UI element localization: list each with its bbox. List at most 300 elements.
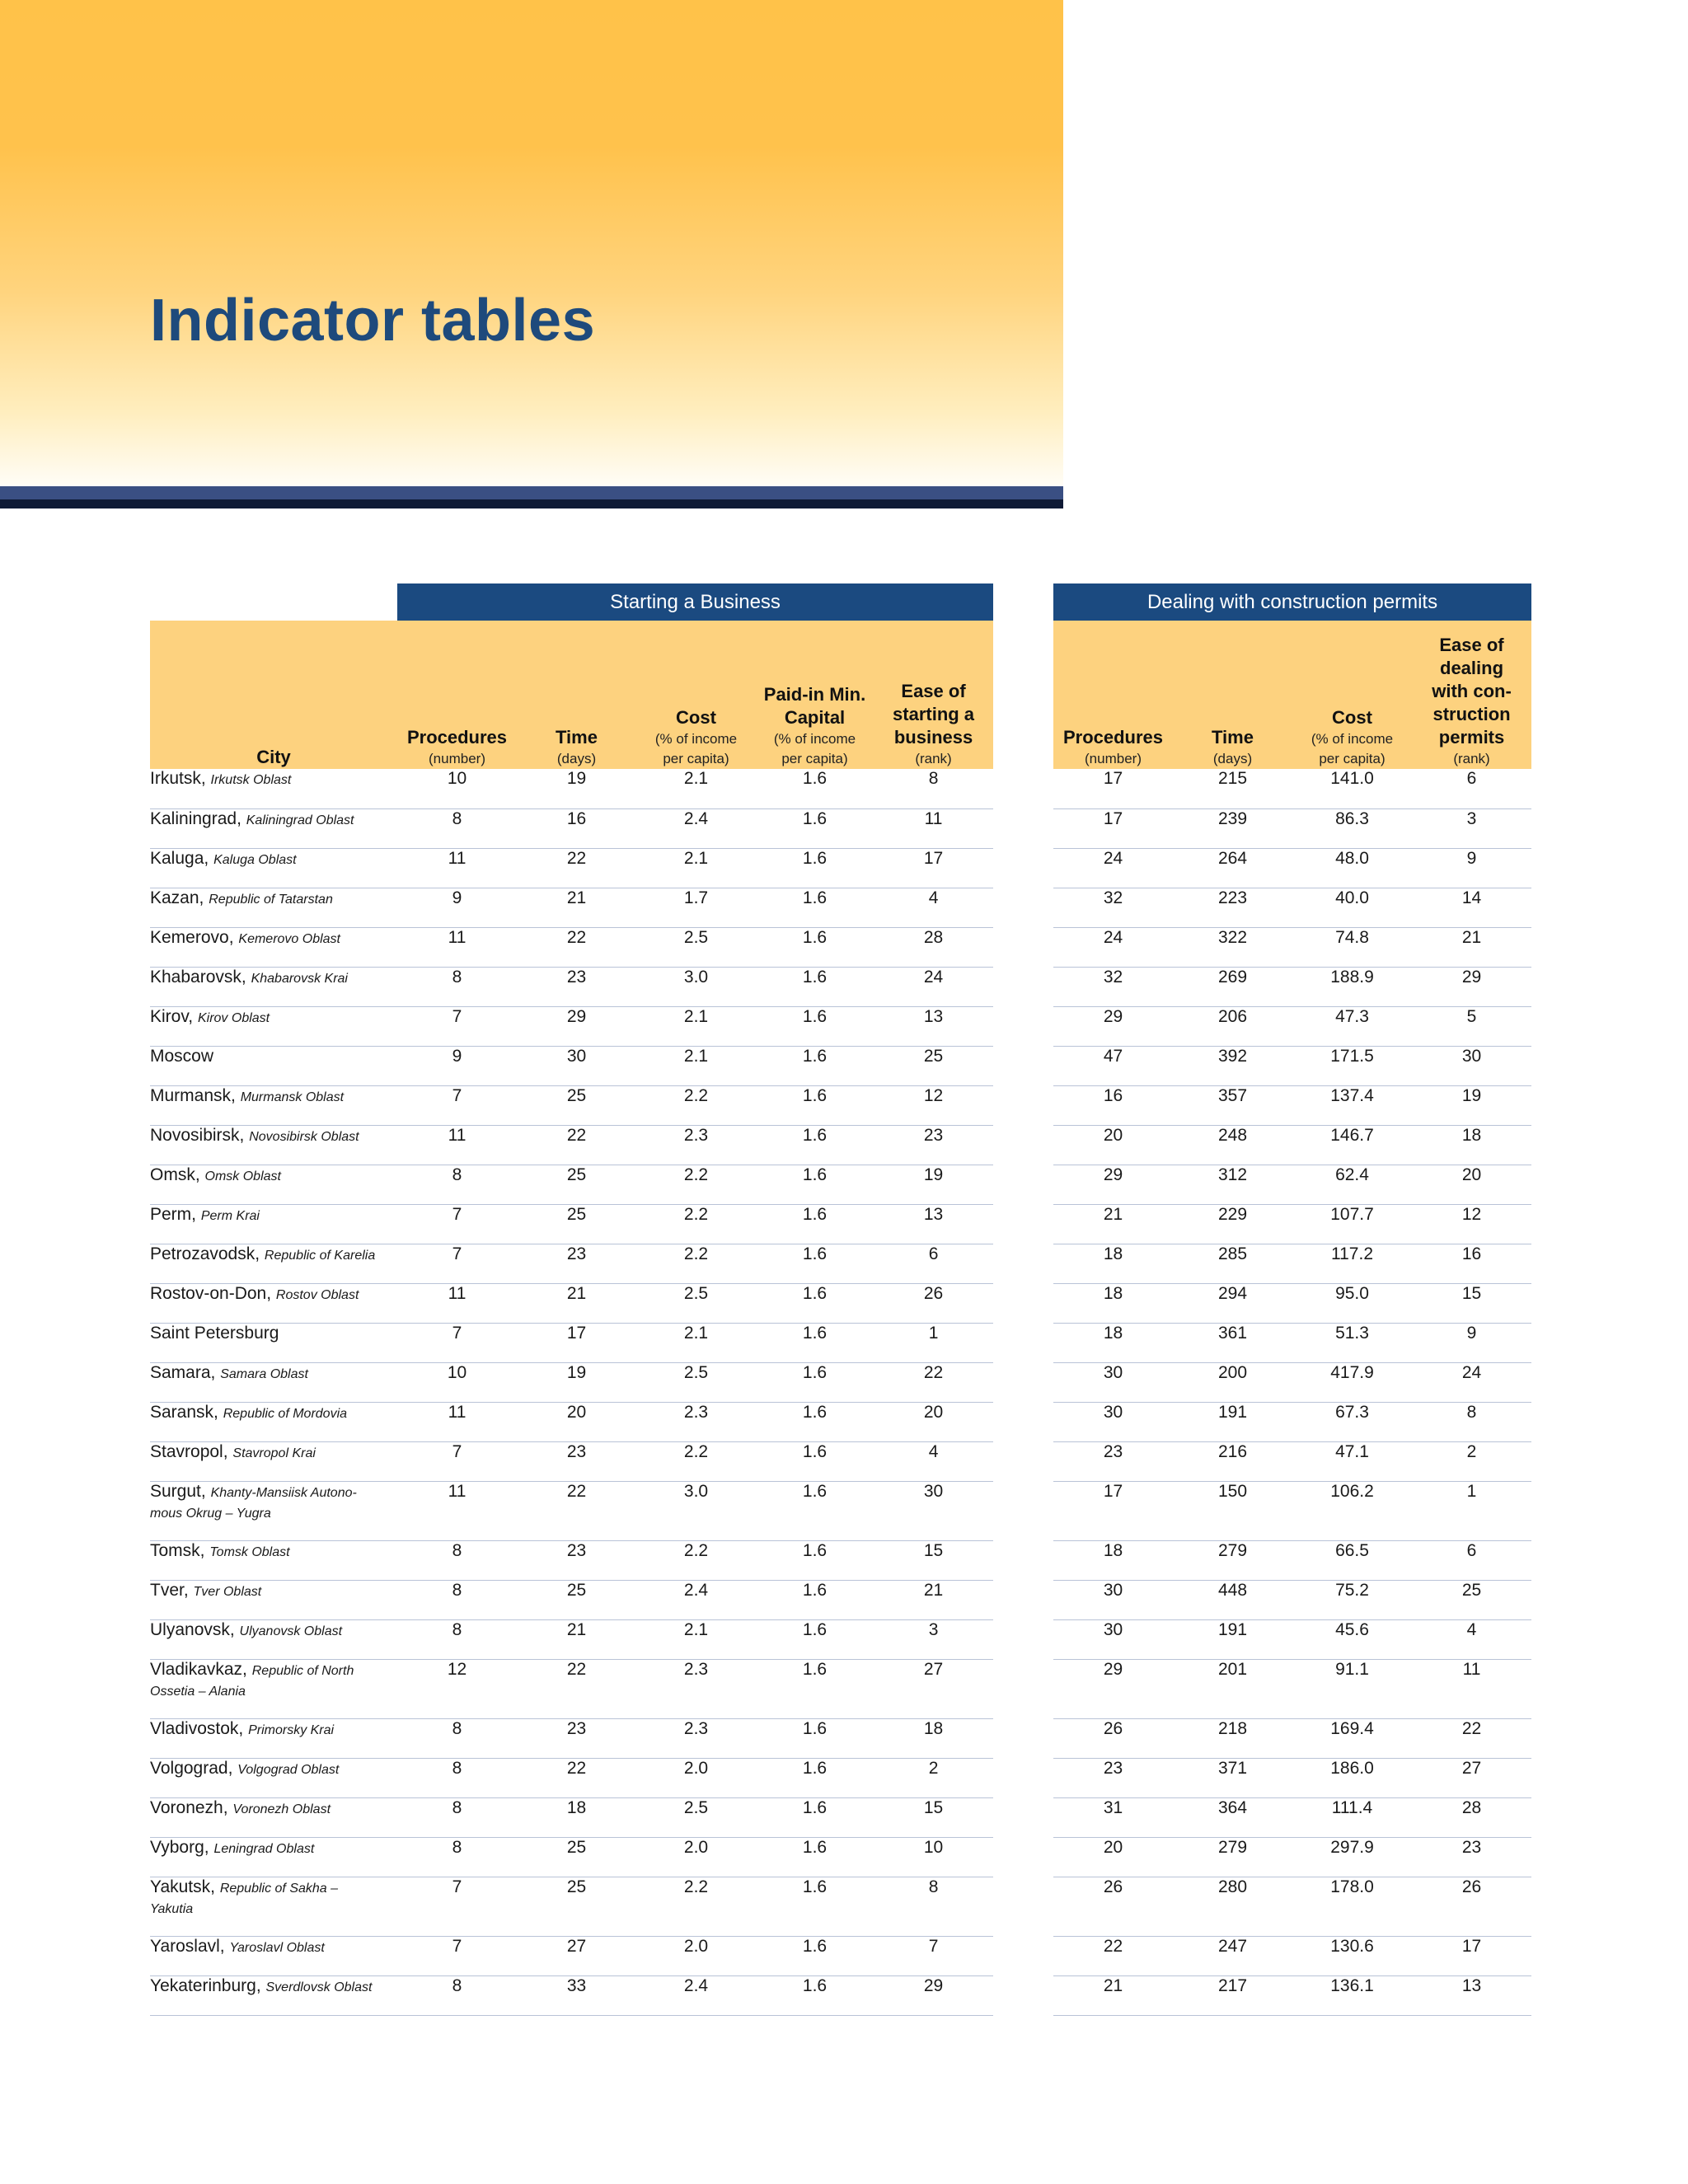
- value-cell: 2.3: [636, 1402, 756, 1441]
- value-cell: 7: [397, 1441, 517, 1481]
- value-cell: 8: [397, 1837, 517, 1877]
- value-cell: 188.9: [1292, 967, 1412, 1006]
- value-cell: 2.4: [636, 1580, 756, 1619]
- city-cell: [150, 1204, 397, 1244]
- value-cell: 9: [1412, 848, 1531, 888]
- region-name: Republic of Tatarstan: [209, 892, 333, 907]
- value-cell: 12: [1412, 1204, 1531, 1244]
- page-title: Indicator tables: [150, 288, 596, 354]
- city-name: Khabarovsk,: [150, 967, 246, 987]
- value-cell: 25: [517, 1837, 636, 1877]
- table-row: [150, 1580, 993, 1619]
- value-cell: 20: [517, 1402, 636, 1441]
- city-name: Samara,: [150, 1362, 216, 1382]
- col-header-unit: (number): [1085, 751, 1142, 766]
- value-cell: 26: [874, 1283, 993, 1323]
- value-cell: 130.6: [1292, 1936, 1412, 1975]
- col-header-time: [517, 621, 636, 769]
- header-stripe: [0, 486, 1063, 499]
- value-cell: 2.0: [636, 1837, 756, 1877]
- value-cell: 18: [517, 1797, 636, 1837]
- value-cell: 146.7: [1292, 1125, 1412, 1165]
- value-cell: 24: [1053, 927, 1173, 967]
- city-name: Kaliningrad,: [150, 808, 241, 828]
- value-cell: 18: [874, 1718, 993, 1758]
- city-name: Volgograd,: [150, 1758, 233, 1778]
- value-cell: 29: [874, 1975, 993, 2015]
- col-header-label: Procedures: [406, 727, 508, 748]
- table-row: [150, 1441, 993, 1481]
- col-header-unit: per capita): [663, 751, 729, 766]
- value-cell: 1.6: [756, 1580, 874, 1619]
- city-cell: [150, 808, 397, 848]
- table-row: [150, 1837, 993, 1877]
- value-cell: 9: [397, 888, 517, 927]
- col-header-label: Procedures: [1062, 727, 1164, 748]
- value-cell: 171.5: [1292, 1046, 1412, 1085]
- value-cell: 23: [1053, 1441, 1173, 1481]
- value-cell: 45.6: [1292, 1619, 1412, 1659]
- city-name: Ulyanovsk,: [150, 1619, 235, 1639]
- value-cell: 7: [397, 1204, 517, 1244]
- col-header-time: [1173, 621, 1292, 769]
- value-cell: 1.6: [756, 1975, 874, 2015]
- col-header-ease-starting: [874, 621, 993, 769]
- value-cell: 371: [1173, 1758, 1292, 1797]
- value-cell: 322: [1173, 927, 1292, 967]
- value-cell: 8: [397, 1718, 517, 1758]
- city-cell: [150, 1975, 397, 2015]
- region-name-cont: Yakutia: [150, 1901, 194, 1916]
- value-cell: 18: [1053, 1283, 1173, 1323]
- city-cell: [150, 1046, 397, 1085]
- value-cell: 51.3: [1292, 1323, 1412, 1362]
- value-cell: 11: [1412, 1659, 1531, 1718]
- value-cell: 25: [517, 1085, 636, 1125]
- value-cell: 30: [874, 1481, 993, 1540]
- col-header-min-capital: [756, 621, 874, 769]
- col-header-unit: (% of income: [773, 731, 856, 747]
- value-cell: 7: [397, 1877, 517, 1936]
- region-name: Primorsky Krai: [248, 1722, 335, 1737]
- region-name: Perm Krai: [200, 1208, 260, 1223]
- value-cell: 40.0: [1292, 888, 1412, 927]
- value-cell: 20: [1053, 1125, 1173, 1165]
- table-row: [150, 1085, 993, 1125]
- value-cell: 22: [517, 1659, 636, 1718]
- value-cell: 2.1: [636, 769, 756, 808]
- table-row: [150, 1758, 993, 1797]
- value-cell: 3.0: [636, 967, 756, 1006]
- value-cell: 2.0: [636, 1758, 756, 1797]
- value-cell: 223: [1173, 888, 1292, 927]
- value-cell: 1.6: [756, 769, 874, 808]
- city-name: Moscow: [150, 1046, 214, 1066]
- value-cell: 361: [1173, 1323, 1292, 1362]
- table-row: [1053, 1006, 1531, 1046]
- city-name: Petrozavodsk,: [150, 1244, 260, 1263]
- value-cell: 17: [1412, 1936, 1531, 1975]
- value-cell: 357: [1173, 1085, 1292, 1125]
- city-cell: [150, 1244, 397, 1283]
- value-cell: 7: [397, 1244, 517, 1283]
- value-cell: 2: [1412, 1441, 1531, 1481]
- value-cell: 8: [397, 1975, 517, 2015]
- value-cell: 1.6: [756, 1402, 874, 1441]
- region-name: Irkutsk Oblast: [210, 773, 292, 787]
- region-name-cont: Ossetia – Alania: [150, 1684, 246, 1699]
- region-name: Leningrad Oblast: [213, 1841, 315, 1856]
- table-row: [1053, 927, 1531, 967]
- value-cell: 19: [517, 1362, 636, 1402]
- value-cell: 17: [1053, 769, 1173, 808]
- city-name: Novosibirsk,: [150, 1125, 245, 1145]
- header-banner: [0, 0, 1063, 486]
- table-row: [150, 1718, 993, 1758]
- value-cell: 11: [874, 808, 993, 848]
- value-cell: 10: [397, 1362, 517, 1402]
- table-row: [150, 888, 993, 927]
- value-cell: 5: [1412, 1006, 1531, 1046]
- value-cell: 22: [517, 927, 636, 967]
- value-cell: 24: [1053, 848, 1173, 888]
- value-cell: 25: [517, 1204, 636, 1244]
- value-cell: 8: [397, 1758, 517, 1797]
- value-cell: 6: [1412, 1540, 1531, 1580]
- value-cell: 25: [1412, 1580, 1531, 1619]
- col-header-procedures: [397, 621, 517, 769]
- table-row: [1053, 1204, 1531, 1244]
- value-cell: 106.2: [1292, 1481, 1412, 1540]
- city-cell: [150, 1481, 397, 1540]
- value-cell: 2.5: [636, 1283, 756, 1323]
- value-cell: 23: [517, 1718, 636, 1758]
- table-row: [150, 1936, 993, 1975]
- value-cell: 91.1: [1292, 1659, 1412, 1718]
- value-cell: 11: [397, 927, 517, 967]
- region-name: Tver Oblast: [193, 1584, 262, 1599]
- value-cell: 11: [397, 848, 517, 888]
- value-cell: 206: [1173, 1006, 1292, 1046]
- value-cell: 247: [1173, 1936, 1292, 1975]
- value-cell: 364: [1173, 1797, 1292, 1837]
- value-cell: 2.5: [636, 1362, 756, 1402]
- city-name: Saint Petersburg: [150, 1323, 279, 1343]
- table-row: [1053, 1481, 1531, 1540]
- value-cell: 19: [1412, 1085, 1531, 1125]
- col-header-unit: (% of income: [1311, 731, 1394, 747]
- city-cell: [150, 1402, 397, 1441]
- value-cell: 229: [1173, 1204, 1292, 1244]
- table-row: [150, 769, 993, 808]
- value-cell: 2.1: [636, 1046, 756, 1085]
- value-cell: 23: [517, 1244, 636, 1283]
- value-cell: 8: [397, 1580, 517, 1619]
- col-header-label: Cost: [1332, 707, 1372, 728]
- col-header-unit: (rank): [1453, 751, 1490, 766]
- value-cell: 10: [397, 769, 517, 808]
- city-name: Surgut,: [150, 1481, 206, 1501]
- value-cell: 2.0: [636, 1936, 756, 1975]
- value-cell: 28: [1412, 1797, 1531, 1837]
- value-cell: 1.6: [756, 1718, 874, 1758]
- value-cell: 1.6: [756, 808, 874, 848]
- city-cell: [150, 1441, 397, 1481]
- value-cell: 8: [397, 1165, 517, 1204]
- value-cell: 12: [874, 1085, 993, 1125]
- value-cell: 13: [874, 1006, 993, 1046]
- city-cell: [150, 1540, 397, 1580]
- value-cell: 7: [397, 1006, 517, 1046]
- city-name: Rostov-on-Don,: [150, 1283, 272, 1303]
- city-name: Stavropol,: [150, 1441, 228, 1461]
- city-cell: [150, 1580, 397, 1619]
- value-cell: 20: [1412, 1165, 1531, 1204]
- city-cell: [150, 1797, 397, 1837]
- value-cell: 13: [1412, 1975, 1531, 2015]
- value-cell: 25: [517, 1165, 636, 1204]
- table-row: [150, 1797, 993, 1837]
- region-name: Kaluga Oblast: [213, 852, 297, 867]
- value-cell: 47: [1053, 1046, 1173, 1085]
- value-cell: 15: [874, 1540, 993, 1580]
- col-header-label: with con-: [1432, 681, 1512, 701]
- value-cell: 86.3: [1292, 808, 1412, 848]
- value-cell: 218: [1173, 1718, 1292, 1758]
- region-name: Stavropol Krai: [232, 1446, 316, 1460]
- value-cell: 448: [1173, 1580, 1292, 1619]
- value-cell: 8: [397, 808, 517, 848]
- value-cell: 4: [874, 888, 993, 927]
- value-cell: 1.6: [756, 1758, 874, 1797]
- value-cell: 1.6: [756, 1540, 874, 1580]
- starting-business-table: [150, 583, 993, 2016]
- value-cell: 21: [1053, 1204, 1173, 1244]
- col-header-unit: (rank): [915, 751, 952, 766]
- value-cell: 29: [1053, 1006, 1173, 1046]
- col-header-unit: per capita): [1319, 751, 1386, 766]
- city-cell: [150, 967, 397, 1006]
- value-cell: 2: [874, 1758, 993, 1797]
- table-row: [1053, 1877, 1531, 1936]
- value-cell: 29: [1053, 1659, 1173, 1718]
- value-cell: 19: [517, 769, 636, 808]
- value-cell: 2.2: [636, 1441, 756, 1481]
- table-row: [1053, 1718, 1531, 1758]
- value-cell: 1.6: [756, 1046, 874, 1085]
- table-row: [1053, 888, 1531, 927]
- value-cell: 62.4: [1292, 1165, 1412, 1204]
- value-cell: 137.4: [1292, 1085, 1412, 1125]
- city-cell: [150, 1283, 397, 1323]
- value-cell: 7: [874, 1936, 993, 1975]
- city-name: Omsk,: [150, 1165, 200, 1184]
- value-cell: 21: [517, 1619, 636, 1659]
- value-cell: 2.4: [636, 808, 756, 848]
- col-header-ease-construction: [1412, 621, 1531, 769]
- region-name: Republic of Mordovia: [223, 1406, 348, 1421]
- city-cell: [150, 769, 397, 808]
- city-cell: [150, 1758, 397, 1797]
- value-cell: 27: [874, 1659, 993, 1718]
- value-cell: 17: [517, 1323, 636, 1362]
- value-cell: 48.0: [1292, 848, 1412, 888]
- value-cell: 28: [874, 927, 993, 967]
- table-row: [1053, 1540, 1531, 1580]
- table-row: [1053, 1837, 1531, 1877]
- value-cell: 21: [1053, 1975, 1173, 2015]
- value-cell: 17: [1053, 1481, 1173, 1540]
- region-name: Sverdlovsk Oblast: [265, 1980, 373, 1994]
- col-header-unit: (number): [429, 751, 485, 766]
- value-cell: 9: [1412, 1323, 1531, 1362]
- city-name: Irkutsk,: [150, 769, 206, 788]
- table-row: [1053, 1323, 1531, 1362]
- region-name-cont: mous Okrug – Yugra: [150, 1506, 271, 1521]
- value-cell: 6: [874, 1244, 993, 1283]
- value-cell: 1.6: [756, 888, 874, 927]
- col-header-unit: (% of income: [654, 731, 738, 747]
- city-name: Kirov,: [150, 1006, 194, 1026]
- value-cell: 117.2: [1292, 1244, 1412, 1283]
- value-cell: 392: [1173, 1046, 1292, 1085]
- value-cell: 2.3: [636, 1125, 756, 1165]
- value-cell: 23: [1412, 1837, 1531, 1877]
- region-name: Kaliningrad Oblast: [246, 813, 354, 827]
- value-cell: 95.0: [1292, 1283, 1412, 1323]
- group-header-starting-business: Starting a Business: [397, 583, 993, 621]
- value-cell: 2.4: [636, 1975, 756, 2015]
- col-header-label: starting a: [893, 704, 975, 724]
- col-header-label: Ease of: [1439, 635, 1504, 655]
- value-cell: 23: [517, 1540, 636, 1580]
- table-row: [150, 1244, 993, 1283]
- value-cell: 15: [1412, 1283, 1531, 1323]
- value-cell: 8: [1412, 1402, 1531, 1441]
- table-row: [1053, 1758, 1531, 1797]
- value-cell: 8: [874, 1877, 993, 1936]
- value-cell: 417.9: [1292, 1362, 1412, 1402]
- value-cell: 47.3: [1292, 1006, 1412, 1046]
- region-name: Kirov Oblast: [197, 1010, 270, 1025]
- value-cell: 22: [517, 1125, 636, 1165]
- city-cell: [150, 888, 397, 927]
- table-row: [150, 1165, 993, 1204]
- table-row: [150, 1323, 993, 1362]
- table-row: [150, 967, 993, 1006]
- table-row: [1053, 1085, 1531, 1125]
- value-cell: 31: [1053, 1797, 1173, 1837]
- city-cell: [150, 1362, 397, 1402]
- value-cell: 30: [517, 1046, 636, 1085]
- value-cell: 32: [1053, 888, 1173, 927]
- col-header-cost: [1292, 621, 1412, 769]
- value-cell: 201: [1173, 1659, 1292, 1718]
- value-cell: 23: [517, 1441, 636, 1481]
- city-cell: [150, 1165, 397, 1204]
- col-header-label: dealing: [1440, 658, 1504, 678]
- value-cell: 1.7: [636, 888, 756, 927]
- value-cell: 26: [1053, 1877, 1173, 1936]
- table-row: [1053, 1936, 1531, 1975]
- value-cell: 22: [517, 1758, 636, 1797]
- table-row: [1053, 848, 1531, 888]
- table-row: [150, 1540, 993, 1580]
- value-cell: 23: [874, 1125, 993, 1165]
- table-row: [1053, 1619, 1531, 1659]
- table-row: [150, 848, 993, 888]
- value-cell: 22: [1053, 1936, 1173, 1975]
- col-header-city-label: City: [256, 747, 291, 767]
- region-name: Ulyanovsk Oblast: [239, 1624, 343, 1638]
- value-cell: 21: [874, 1580, 993, 1619]
- value-cell: 1.6: [756, 1362, 874, 1402]
- col-header-label: Cost: [676, 707, 716, 728]
- col-header-label: Capital: [784, 707, 846, 728]
- value-cell: 1.6: [756, 1797, 874, 1837]
- value-cell: 74.8: [1292, 927, 1412, 967]
- value-cell: 30: [1412, 1046, 1531, 1085]
- value-cell: 8: [397, 967, 517, 1006]
- table-row: [150, 1046, 993, 1085]
- table-row: [150, 1402, 993, 1441]
- city-name: Vladikavkaz,: [150, 1659, 247, 1679]
- value-cell: 1.6: [756, 1165, 874, 1204]
- value-cell: 22: [1412, 1718, 1531, 1758]
- value-cell: 312: [1173, 1165, 1292, 1204]
- value-cell: 178.0: [1292, 1877, 1412, 1936]
- value-cell: 20: [1053, 1837, 1173, 1877]
- city-cell: [150, 1837, 397, 1877]
- col-header-label: business: [893, 727, 973, 748]
- value-cell: 111.4: [1292, 1797, 1412, 1837]
- table-row: [150, 808, 993, 848]
- city-name: Yaroslavl,: [150, 1936, 225, 1956]
- city-name: Yakutsk,: [150, 1877, 215, 1896]
- value-cell: 1.6: [756, 1244, 874, 1283]
- city-name: Voronezh,: [150, 1797, 228, 1817]
- value-cell: 27: [1412, 1758, 1531, 1797]
- table-row: [150, 1877, 993, 1936]
- value-cell: 2.1: [636, 1006, 756, 1046]
- table-row: [1053, 1580, 1531, 1619]
- value-cell: 107.7: [1292, 1204, 1412, 1244]
- region-name: Volgograd Oblast: [237, 1762, 340, 1777]
- value-cell: 169.4: [1292, 1718, 1412, 1758]
- value-cell: 8: [397, 1797, 517, 1837]
- value-cell: 8: [874, 769, 993, 808]
- col-header-unit: (days): [1212, 751, 1253, 766]
- value-cell: 1.6: [756, 1323, 874, 1362]
- value-cell: 22: [517, 848, 636, 888]
- value-cell: 4: [1412, 1619, 1531, 1659]
- value-cell: 1.6: [756, 1283, 874, 1323]
- value-cell: 1.6: [756, 848, 874, 888]
- col-header-cost: [636, 621, 756, 769]
- value-cell: 23: [1053, 1758, 1173, 1797]
- value-cell: 1.6: [756, 1204, 874, 1244]
- col-header-unit: (days): [556, 751, 597, 766]
- value-cell: 32: [1053, 967, 1173, 1006]
- region-name: Samara Oblast: [220, 1366, 308, 1381]
- col-header-label: Time: [556, 727, 598, 748]
- table-row: [1053, 1046, 1531, 1085]
- value-cell: 217: [1173, 1975, 1292, 2015]
- table-row: [1053, 1659, 1531, 1718]
- city-cell: [150, 1936, 397, 1975]
- col-header-city: [150, 621, 397, 769]
- value-cell: 269: [1173, 967, 1292, 1006]
